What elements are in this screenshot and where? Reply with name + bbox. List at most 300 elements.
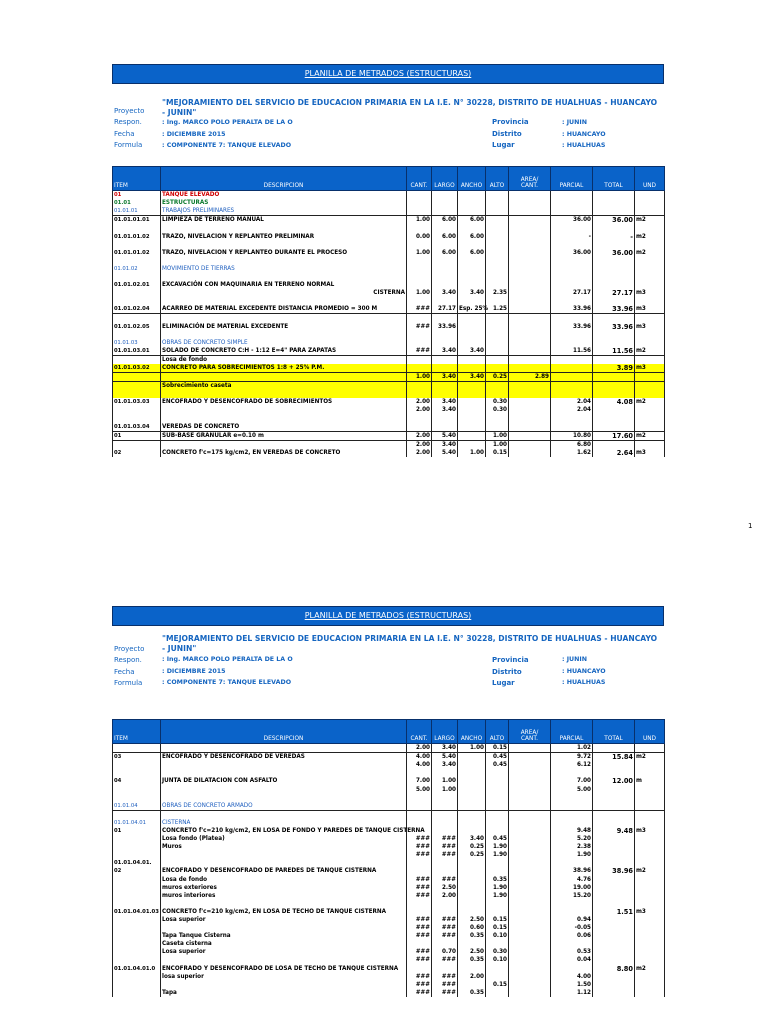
cell-cant: ### (407, 305, 432, 314)
table-row (113, 989, 665, 997)
distrito-value: : HUANCAYO (562, 668, 606, 675)
cell-und (635, 273, 665, 281)
cell-parcial: 2.04 (551, 406, 593, 414)
page-number: 1 (748, 522, 753, 530)
cell-alto (486, 199, 509, 207)
cell-alto (486, 940, 509, 948)
cell-description (161, 257, 407, 265)
cell-und (635, 973, 665, 981)
cell-parcial (551, 199, 593, 207)
table-row (113, 355, 665, 364)
cell-parcial: 15.20 (551, 892, 593, 900)
cell-description: CONCRETO f'c=175 kg/cm2, EN VEREDAS DE CONCRETO (161, 449, 407, 457)
cell-largo: ### (432, 981, 458, 989)
cell-item: 01.01.03 (113, 339, 161, 347)
cell-parcial (551, 415, 593, 423)
col-desc: DESCRIPCION (161, 167, 407, 191)
cell-parcial (551, 355, 593, 364)
cell-description (161, 794, 407, 802)
cell-und (635, 843, 665, 851)
cell-alto (486, 273, 509, 281)
cell-area (509, 241, 551, 249)
cell-area (509, 423, 551, 432)
cell-cant (407, 819, 432, 827)
cell-cant: ### (407, 884, 432, 892)
cell-description: LIMPIEZA DE TERRENO MANUAL (161, 216, 407, 225)
cell-cant (407, 241, 432, 249)
cell-largo: ### (432, 851, 458, 859)
cell-parcial: 11.56 (551, 347, 593, 356)
cell-total (593, 835, 635, 843)
cell-largo: 2.00 (432, 892, 458, 900)
cell-largo: 5.40 (432, 449, 458, 457)
cell-ancho (458, 224, 486, 232)
project-label: Proyecto (114, 107, 145, 115)
cell-largo: 3.40 (432, 406, 458, 414)
cell-cant (407, 257, 432, 265)
cell-ancho (458, 867, 486, 875)
cell-area (509, 314, 551, 323)
table-row (113, 191, 665, 200)
cell-largo (432, 810, 458, 819)
table-row (113, 216, 665, 225)
cell-und (635, 265, 665, 273)
cell-item: 02 (113, 449, 161, 457)
cell-largo (432, 273, 458, 281)
cell-description: ENCOFRADO Y DESENCOFRADO DE LOSA DE TECHO DE TANQUE CISTERNA (161, 965, 407, 973)
cell-alto (486, 297, 509, 305)
cell-item (113, 769, 161, 777)
cell-total (593, 207, 635, 216)
cell-description: Muros (161, 843, 407, 851)
cell-area (509, 932, 551, 940)
cell-total (593, 981, 635, 989)
col-area-line1: AREA/ (520, 730, 539, 736)
cell-description: CONCRETO f'c=210 kg/cm2, EN LOSA DE TECHO DE TANQUE CISTERNA (161, 908, 407, 916)
cell-total (593, 191, 635, 200)
cell-und (635, 390, 665, 398)
cell-parcial: 27.17 (551, 289, 593, 297)
table-row (113, 916, 665, 924)
cell-area (509, 753, 551, 762)
cell-area (509, 207, 551, 216)
cell-cant (407, 207, 432, 216)
cell-parcial: 36.00 (551, 216, 593, 225)
table-row (113, 810, 665, 819)
cell-item (113, 331, 161, 339)
cell-item (113, 415, 161, 423)
cell-description: muros interiores (161, 892, 407, 900)
cell-alto: 0.15 (486, 916, 509, 924)
cell-largo: 5.40 (432, 431, 458, 440)
cell-ancho (458, 819, 486, 827)
cell-area (509, 265, 551, 273)
table-row (113, 794, 665, 802)
cell-alto (486, 794, 509, 802)
cell-parcial: 19.00 (551, 884, 593, 892)
cell-item (113, 924, 161, 932)
cell-total: 33.96 (593, 305, 635, 314)
cell-ancho (458, 884, 486, 892)
col-parcial: PARCIAL (551, 720, 593, 744)
cell-largo: ### (432, 924, 458, 932)
cell-largo (432, 265, 458, 273)
table-row (113, 859, 665, 867)
cell-area (509, 973, 551, 981)
cell-description: ESTRUCTURAS (161, 199, 407, 207)
table-row (113, 932, 665, 940)
cell-cant (407, 297, 432, 305)
table-row (113, 965, 665, 973)
cell-item: 01.01.03.04 (113, 423, 161, 432)
cell-cant: 7.00 (407, 777, 432, 785)
cell-und (635, 415, 665, 423)
cell-parcial (551, 908, 593, 916)
cell-total (593, 769, 635, 777)
sheet-title: PLANILLA DE METRADOS (ESTRUCTURAS) (112, 606, 664, 626)
cell-item: 01.01.04.01.03 (114, 908, 159, 915)
cell-total (593, 265, 635, 273)
col-desc: DESCRIPCION (161, 720, 407, 744)
table-row (113, 973, 665, 981)
cell-area (509, 859, 551, 867)
cell-und (635, 916, 665, 924)
cell-item (113, 989, 161, 997)
cell-parcial (551, 382, 593, 391)
cell-alto (486, 867, 509, 875)
formula-value: : COMPONENTE 7: TANQUE ELEVADO (162, 142, 292, 149)
cell-ancho (458, 423, 486, 432)
cell-total (593, 794, 635, 802)
cell-cant: ### (407, 347, 432, 356)
cell-item (113, 884, 161, 892)
cell-alto (486, 415, 509, 423)
col-area (509, 720, 551, 744)
cell-parcial (551, 900, 593, 908)
cell-total (593, 900, 635, 908)
cell-und (635, 207, 665, 216)
cell-cant: 2.00 (407, 440, 432, 449)
cell-parcial: 0.04 (551, 956, 593, 964)
cell-alto: 2.35 (486, 289, 509, 297)
cell-area (509, 835, 551, 843)
col-und: UND (635, 167, 665, 191)
cell-ancho: 6.00 (458, 216, 486, 225)
cell-area (509, 199, 551, 207)
cell-item (113, 940, 161, 948)
cell-alto (486, 785, 509, 793)
table-row (113, 900, 665, 908)
cell-area (509, 744, 551, 753)
cell-und (635, 876, 665, 884)
lugar-label: Lugar (492, 141, 515, 149)
cell-item: 01.01.04 (113, 802, 161, 811)
cell-und (635, 924, 665, 932)
cell-cant (407, 273, 432, 281)
cell-parcial (551, 314, 593, 323)
table-row (113, 382, 665, 391)
col-cant: CANT. (407, 720, 432, 744)
cell-alto: 1.90 (486, 884, 509, 892)
col-ancho: ANCHO (458, 720, 486, 744)
cell-alto: 0.15 (486, 924, 509, 932)
cell-alto (486, 265, 509, 273)
metrados-table (112, 719, 665, 997)
cell-item (113, 981, 161, 989)
cell-und (635, 314, 665, 323)
cell-description: MOVIMIENTO DE TIERRAS (161, 265, 407, 273)
metrados-sheet-page-2 (112, 606, 664, 997)
cell-ancho (458, 777, 486, 785)
cell-total (593, 224, 635, 232)
cell-item: 01.01.01.02 (113, 249, 161, 257)
cell-area (509, 940, 551, 948)
cell-alto (486, 339, 509, 347)
cell-area (509, 785, 551, 793)
cell-und (635, 859, 665, 867)
cell-cant: ### (407, 892, 432, 900)
cell-parcial (551, 339, 593, 347)
cell-largo: 1.00 (432, 777, 458, 785)
cell-area (509, 191, 551, 200)
table-row (113, 406, 665, 414)
cell-und (635, 440, 665, 449)
cell-ancho: 0.35 (458, 932, 486, 940)
cell-parcial (551, 373, 593, 382)
cell-largo (432, 355, 458, 364)
cell-alto (486, 232, 509, 240)
cell-cant (407, 794, 432, 802)
cell-alto: 1.25 (486, 305, 509, 314)
col-largo: LARGO (432, 167, 458, 191)
cell-cant (407, 199, 432, 207)
cell-cant (407, 965, 432, 973)
cell-ancho (458, 859, 486, 867)
table-row (113, 339, 665, 347)
cell-parcial: 4.76 (551, 876, 593, 884)
cell-largo: ### (432, 916, 458, 924)
table-row (113, 415, 665, 423)
cell-cant: ### (407, 981, 432, 989)
cell-largo (432, 382, 458, 391)
cell-area (509, 956, 551, 964)
cell-total (593, 851, 635, 859)
cell-parcial: 5.00 (551, 785, 593, 793)
cell-largo (432, 241, 458, 249)
cell-ancho (458, 908, 486, 916)
cell-alto (486, 241, 509, 249)
cell-total (593, 241, 635, 249)
cell-item (113, 390, 161, 398)
cell-item: 01.01.01.02 (113, 232, 161, 240)
cell-und (635, 355, 665, 364)
cell-cant: 5.00 (407, 785, 432, 793)
table-row (113, 390, 665, 398)
cell-alto (486, 224, 509, 232)
cell-description (161, 440, 407, 449)
cell-area (509, 281, 551, 289)
cell-und (635, 956, 665, 964)
cell-alto (486, 777, 509, 785)
cell-cant: ### (407, 973, 432, 981)
cell-item (113, 835, 161, 843)
cell-item: 01 (113, 827, 161, 835)
col-item: ITEM (113, 720, 161, 744)
cell-largo: 6.00 (432, 232, 458, 240)
cell-item (113, 297, 161, 305)
cell-largo: 27.17 (432, 305, 458, 314)
cell-area (509, 924, 551, 932)
table-row (113, 753, 665, 762)
cell-ancho (458, 827, 486, 835)
cell-alto: 0.15 (486, 744, 509, 753)
cell-ancho (458, 965, 486, 973)
formula-label: Formula (114, 141, 143, 149)
cell-largo (432, 199, 458, 207)
cell-parcial (551, 241, 593, 249)
cell-und (635, 981, 665, 989)
cell-total (593, 273, 635, 281)
cell-parcial (551, 423, 593, 432)
respon-value: : Ing. MARCO POLO PERALTA DE LA O (162, 119, 293, 126)
cell-item: 04 (113, 777, 161, 785)
col-area (509, 167, 551, 191)
col-largo: LARGO (432, 720, 458, 744)
lugar-label: Lugar (492, 679, 515, 687)
cell-parcial: 9.48 (551, 827, 593, 835)
table-row (113, 769, 665, 777)
cell-description: Tapa Tanque Cisterna (161, 932, 407, 940)
cell-largo (432, 802, 458, 811)
cell-description: JUNTA DE DILATACION CON ASFALTO (161, 777, 407, 785)
cell-alto (486, 810, 509, 819)
cell-cant: 1.00 (407, 373, 432, 382)
cell-description: EXCAVACIÓN CON MAQUINARIA EN TERRENO NORMAL (161, 281, 407, 289)
cell-description (161, 331, 407, 339)
cell-und: m3 (635, 289, 665, 297)
cell-description (161, 744, 407, 753)
cell-description: ELIMINACIÓN DE MATERIAL EXCEDENTE (161, 323, 407, 331)
cell-und (635, 819, 665, 827)
cell-alto: 0.30 (486, 406, 509, 414)
cell-largo: 3.40 (432, 440, 458, 449)
cell-und: m3 (635, 908, 665, 916)
distrito-value: : HUANCAYO (562, 131, 606, 138)
cell-description: Losa de fondo (161, 876, 407, 884)
cell-description: TRABAJOS PRELIMINARES (161, 207, 407, 216)
cell-largo: 3.40 (432, 347, 458, 356)
cell-ancho: 0.60 (458, 924, 486, 932)
cell-item: 01 (113, 191, 161, 200)
cell-parcial: 2.38 (551, 843, 593, 851)
table-row (113, 398, 665, 406)
cell-total (593, 819, 635, 827)
cell-largo: ### (432, 932, 458, 940)
cell-cant (407, 191, 432, 200)
cell-alto: 0.45 (486, 835, 509, 843)
cell-parcial (551, 265, 593, 273)
cell-parcial (551, 224, 593, 232)
cell-und (635, 794, 665, 802)
table-row (113, 777, 665, 785)
cell-und: m2 (635, 965, 665, 973)
cell-cant (407, 900, 432, 908)
cell-description (161, 314, 407, 323)
cell-alto (486, 191, 509, 200)
cell-largo: 3.40 (432, 398, 458, 406)
cell-cant (407, 314, 432, 323)
cell-total (593, 331, 635, 339)
cell-und (635, 257, 665, 265)
cell-ancho (458, 900, 486, 908)
project-name: "MEJORAMIENTO DEL SERVICIO DE EDUCACION PRIMARIA EN LA I.E. N° 30228, DISTRITO DE HUALHUAS - HUANCAYO - JUNIN" (162, 634, 658, 653)
cell-area (509, 431, 551, 440)
cell-total (593, 973, 635, 981)
table-row (113, 924, 665, 932)
cell-total (593, 843, 635, 851)
cell-item: 01.01.04.01. (113, 859, 161, 867)
cell-ancho (458, 281, 486, 289)
cell-largo: 5.40 (432, 753, 458, 762)
fecha-label: Fecha (114, 130, 135, 138)
cell-largo: ### (432, 989, 458, 997)
cell-parcial: 4.00 (551, 973, 593, 981)
cell-total (593, 916, 635, 924)
cell-largo (432, 331, 458, 339)
cell-area (509, 876, 551, 884)
cell-item: 01.01.02 (113, 265, 161, 273)
cell-largo: 3.40 (432, 289, 458, 297)
cell-und (635, 224, 665, 232)
cell-description (161, 415, 407, 423)
table-row (113, 981, 665, 989)
table-row (113, 289, 665, 297)
cell-parcial (551, 802, 593, 811)
cell-description: ENCOFRADO Y DESENCOFRADO DE PAREDES DE TANQUE CISTERNA (161, 867, 407, 875)
cell-total (593, 932, 635, 940)
cell-ancho (458, 940, 486, 948)
fecha-value: : DICIEMBRE 2015 (162, 131, 226, 138)
cell-item (113, 900, 161, 908)
cell-area (509, 331, 551, 339)
cell-description: Losa de fondo (161, 355, 407, 364)
project-label: Proyecto (114, 645, 145, 653)
col-area-line1: AREA/ (520, 177, 539, 183)
cell-item (113, 355, 161, 364)
cell-parcial: 1.90 (551, 851, 593, 859)
cell-parcial (551, 207, 593, 216)
cell-largo: ### (432, 876, 458, 884)
cell-cant: ### (407, 989, 432, 997)
cell-alto (486, 390, 509, 398)
cell-total: 8.80 (593, 965, 635, 973)
cell-area (509, 827, 551, 835)
cell-ancho (458, 785, 486, 793)
table-row (113, 232, 665, 240)
cell-item: 01.01.03.02 (113, 364, 161, 373)
cell-item: 01.01 (113, 199, 161, 207)
cell-ancho (458, 273, 486, 281)
cell-parcial (551, 859, 593, 867)
cell-alto (486, 355, 509, 364)
table-row (113, 347, 665, 356)
cell-area (509, 232, 551, 240)
cell-area (509, 415, 551, 423)
cell-area (509, 948, 551, 956)
cell-largo (432, 900, 458, 908)
cell-alto: 0.30 (486, 948, 509, 956)
cell-item (113, 956, 161, 964)
